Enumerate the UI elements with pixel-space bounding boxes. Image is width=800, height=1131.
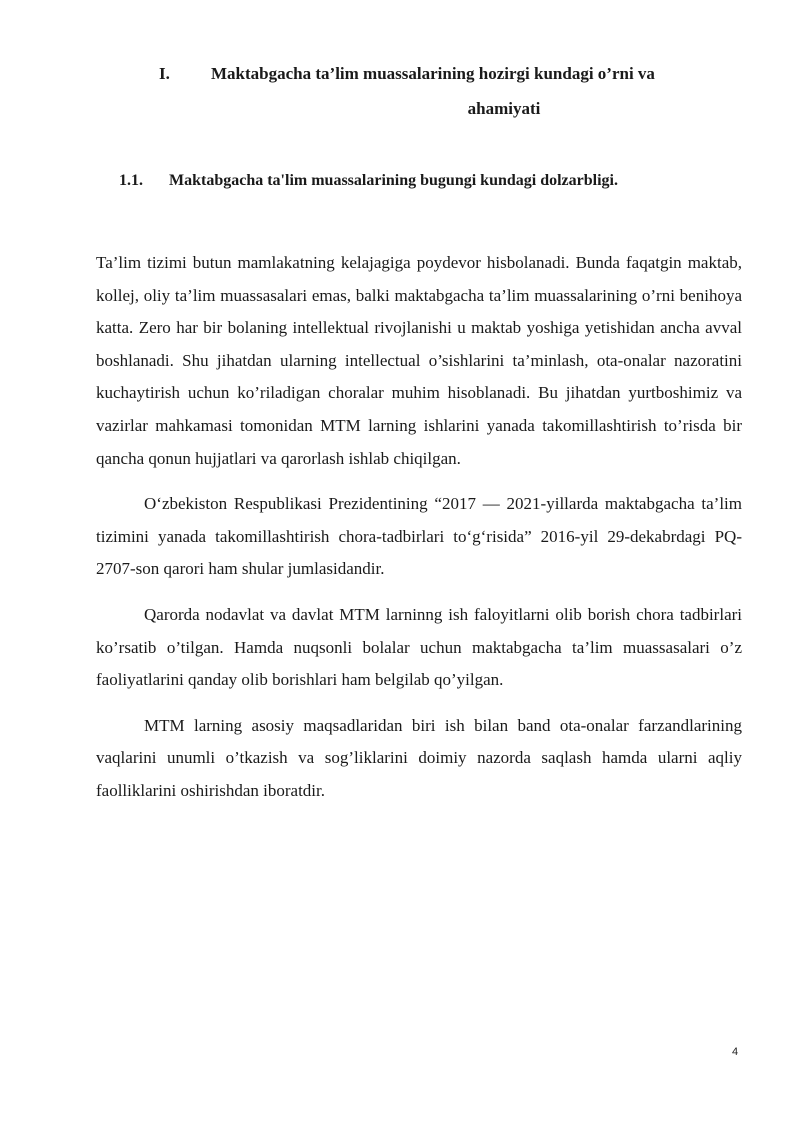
chapter-title-line1: Maktabgacha ta’lim muassalarining hozirgi kundagi o’rni va [211, 64, 655, 83]
section-number: 1.1. [119, 172, 143, 189]
paragraph-2: O‘zbekiston Respublikasi Prezidentining “2017 — 2021-yillarda maktabgacha ta’lim tizimini yanada takomillashtirish chora-tadbirlari to‘g‘risida” 2016-yil 29-dekabrdagi PQ-2707-son qarori ham shular jumlasidandir. [96, 494, 742, 579]
paragraph-3: Qarorda nodavlat va davlat MTM larninng ish faloyitlarni olib borish chora tadbirlari ko’rsatib o’tilgan. Hamda nuqsonli bolalar uchun maktabgacha ta’lim muassasalari o’z faoliyatlarini qanday olib borishlari ham belgilab qo’yilgan. [96, 604, 742, 690]
paragraph-4: MTM larning asosiy maqsadlaridan biri ish bilan band ota-onalar farzandlarining vaqlarini unumli o’tkazish va sog’liklarini doimiy nazorda saqlash hamda ularni aqliy faolliklarini oshirishdan iboratdir. [96, 715, 742, 800]
body-text [96, 247, 742, 821]
chapter-heading [96, 56, 742, 126]
chapter-number: I. [159, 64, 170, 83]
chapter-title-line2: ahamiyati [467, 99, 541, 118]
page-number: 4 [732, 1046, 739, 1058]
paragraph-1: Ta’lim tizimi butun mamlakatning kelajagiga poydevor hisbolanadi. Bunda faqatgin maktab, kollej, oliy ta’lim muassasalari emas, balki maktabgacha ta’lim muassalarining o’rni benihoya katta. Zero har bir bolaning intellektual rivojlanishi u maktab yoshiga yetishidan ancha avval boshlanadi. Shu jihatdan ularning intellectual o’sishlarini ta’minlash, ota-onalar nazoratini kuchaytirish uchun ko’riladigan choralar muhim hisoblanadi. Bu jihatdan yurtboshimiz va vazirlar mahkamasi tomonidan MTM larning ishlarini yanada takomillashtirish to’risda bir qancha qonun hujjatlari va qarorlash ishlab chiqilgan. [96, 253, 742, 468]
chapter-heading-line1 [96, 56, 742, 91]
section-heading [119, 170, 618, 192]
chapter-number-cell [96, 56, 211, 91]
section-title: Maktabgacha ta'lim muassalarining bugungi kundagi dolzarbligi. [169, 172, 618, 189]
